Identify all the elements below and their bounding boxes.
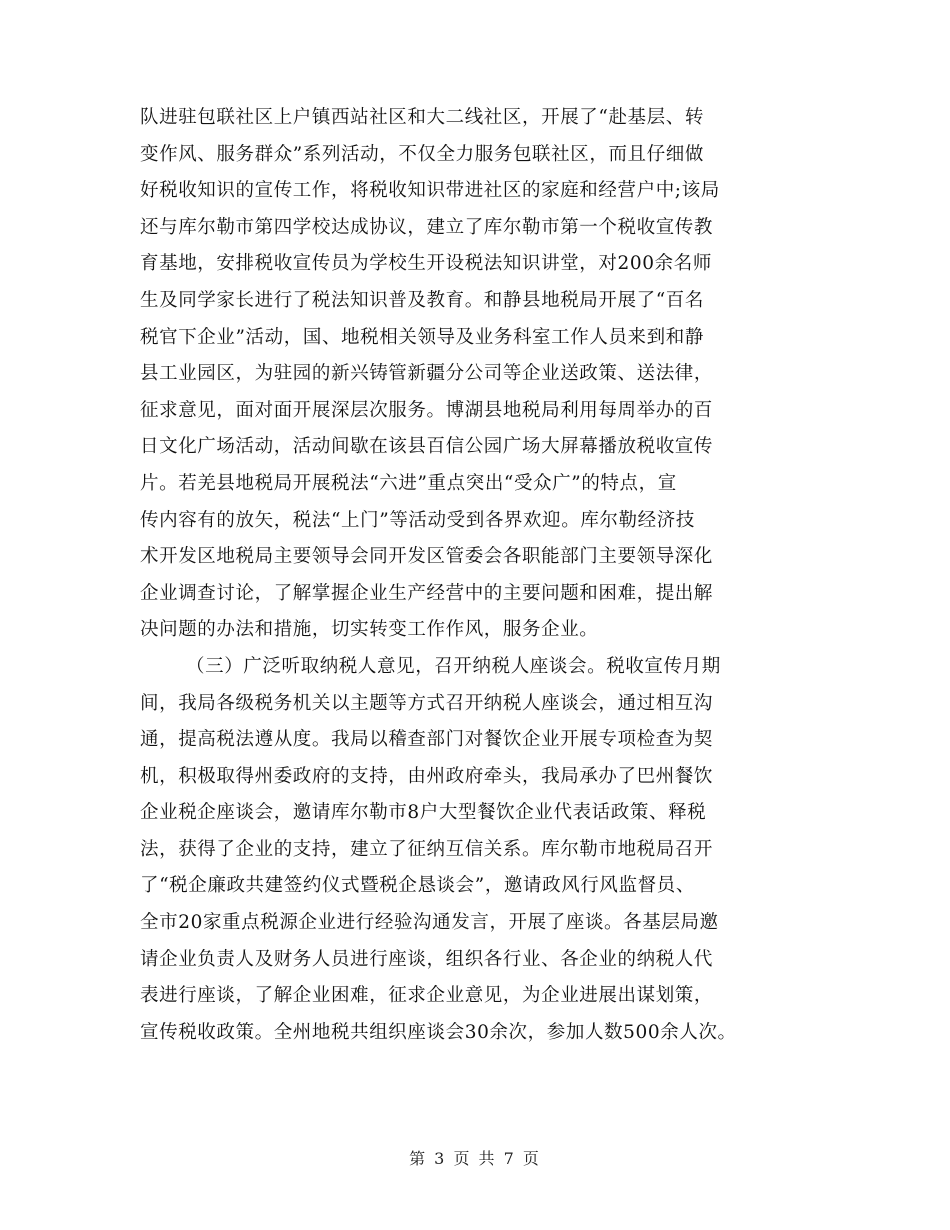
text-line: 传内容有的放矢，税法“上门”等活动受到各界欢迎。库尔勒经济技 xyxy=(140,509,695,531)
text-line: 机，积极取得州委政府的支持，由州政府牵头，我局承办了巴州餐饮 xyxy=(140,765,714,787)
text-line: 还与库尔勒市第四学校达成协议，建立了库尔勒市第一个税收宣传教 xyxy=(140,216,714,238)
text-line: 请企业负责人及财务人员进行座谈，组织各行业、各企业的纳税人代 xyxy=(140,948,714,970)
text-line: 好税收知识的宣传工作，将税收知识带进社区的家庭和经营户中;该局 xyxy=(140,180,720,202)
text-line: 片。若羌县地税局开展税法“六进”重点突出“受众广”的特点，宣 xyxy=(140,472,677,494)
text-line: 育基地，安排税收宣传员为学校生开设税法知识讲堂，对200余名师 xyxy=(140,253,712,275)
text-line: 队进驻包联社区上户镇西站社区和大二线社区，开展了“赴基层、转 xyxy=(140,107,704,128)
page-footer: 第 3 页 共 7 页 xyxy=(409,1149,541,1168)
text-line: 企业税企座谈会，邀请库尔勒市8户大型餐饮企业代表话政策、释税 xyxy=(140,802,707,824)
text-line: 变作风、服务群众”系列活动，不仅全力服务包联社区，而且仔细做 xyxy=(140,143,704,165)
text-line: 征求意见，面对面开展深层次服务。博湖县地税局利用每周举办的百 xyxy=(140,399,714,421)
text-line: 县工业园区，为驻园的新兴铸管新疆分公司等企业送政策、送法律， xyxy=(140,363,714,385)
text-line: 日文化广场活动，活动间歇在该县百信公园广场大屏幕播放税收宣传 xyxy=(140,436,714,458)
text-line: 通，提高税法遵从度。我局以稽查部门对餐饮企业开展专项检查为契 xyxy=(140,729,714,751)
body-text xyxy=(140,100,820,1051)
text-line: 企业调查讨论，了解掌握企业生产经营中的主要问题和困难，提出解 xyxy=(140,582,714,604)
text-line: 全市20家重点税源企业进行经验沟通发言，开展了座谈。各基层局邀 xyxy=(140,912,719,934)
text-line: 了“税企廉政共建签约仪式暨税企恳谈会”，邀请政风行风监督员、 xyxy=(140,875,695,897)
text-line: 生及同学家长进行了税法知识普及教育。和静县地税局开展了“百名 xyxy=(140,289,704,311)
text-line: 法，获得了企业的支持，建立了征纳互信关系。库尔勒市地税局召开 xyxy=(140,838,714,860)
text-line: 决问题的办法和措施，切实转变工作作风，服务企业。 xyxy=(140,619,599,641)
text-line: 表进行座谈，了解企业困难，征求企业意见，为企业进展出谋划策， xyxy=(140,985,714,1007)
text-line: 宣传税收政策。全州地税共组织座谈会30余次，参加人数500余人次。 xyxy=(140,1021,737,1043)
text-line: （三）广泛听取纳税人意见，召开纳税人座谈会。税收宣传月期 xyxy=(186,655,721,677)
text-line: 术开发区地税局主要领导会同开发区管委会各职能部门主要领导深化 xyxy=(140,546,714,568)
text-line: 税官下企业”活动，国、地税相关领导及业务科室工作人员来到和静 xyxy=(140,326,704,348)
text-line: 间，我局各级税务机关以主题等方式召开纳税人座谈会，通过相互沟 xyxy=(140,692,714,714)
